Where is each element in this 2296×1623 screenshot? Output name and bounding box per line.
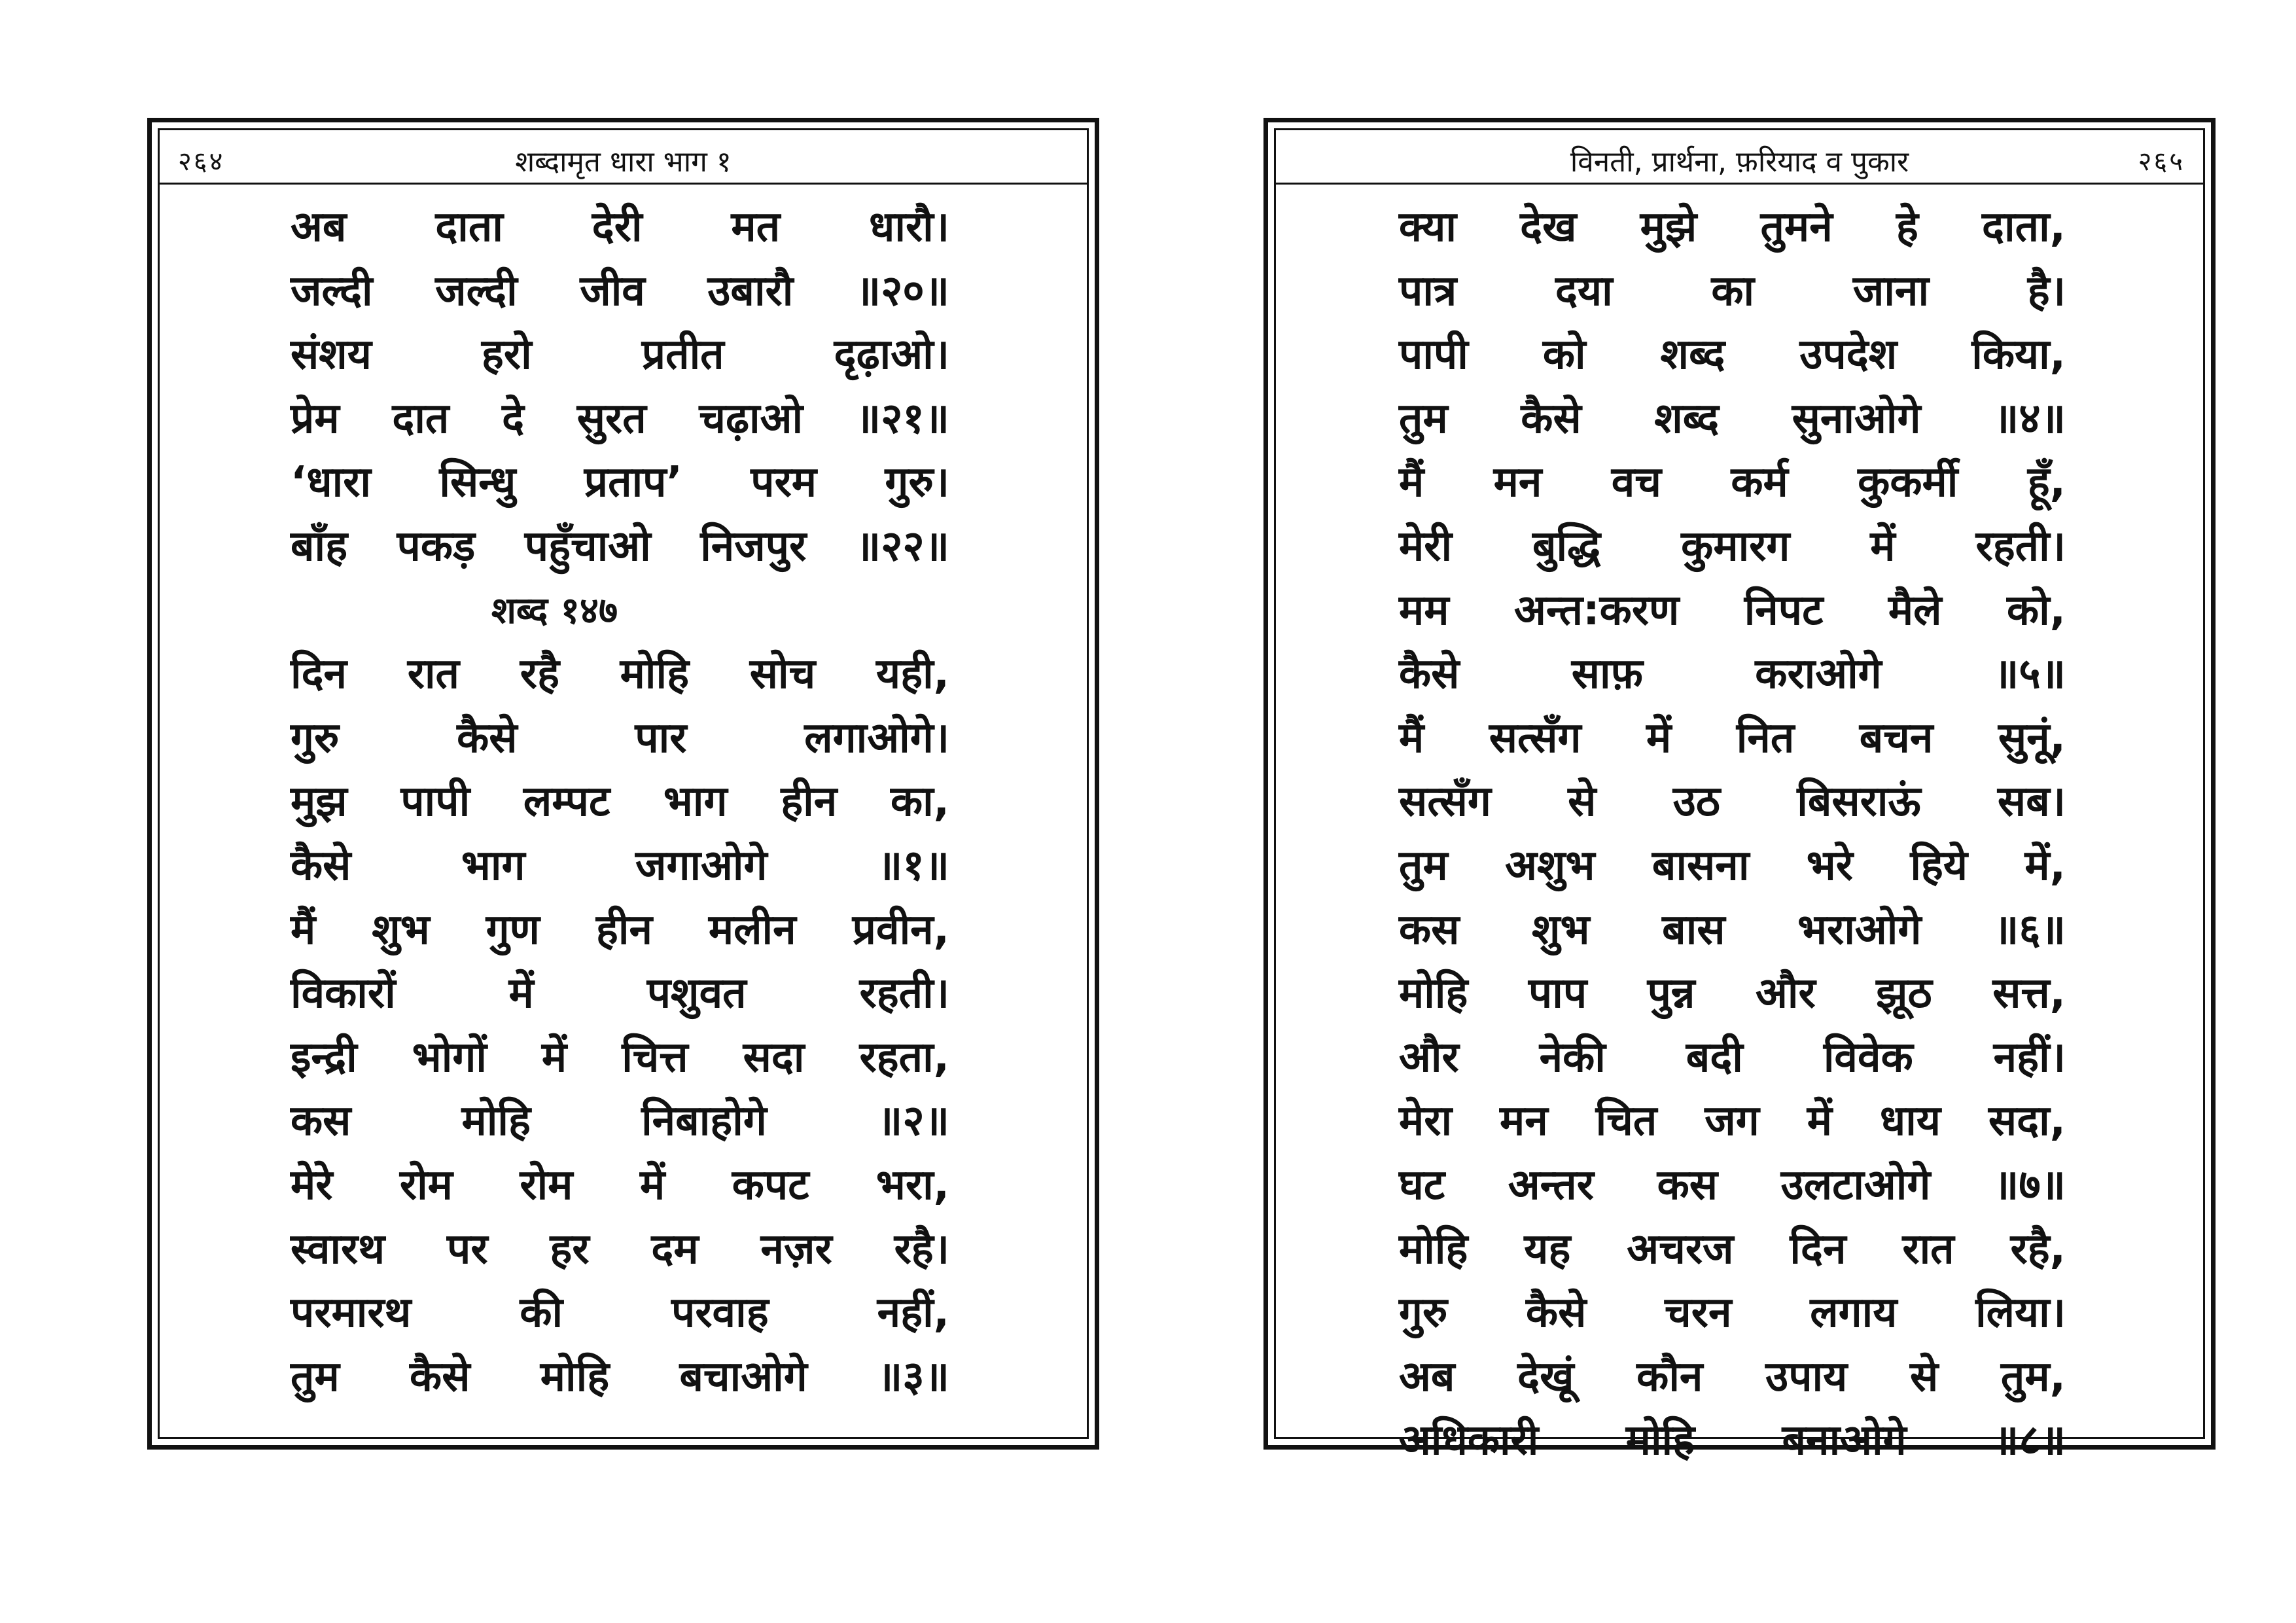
verse-line: गुरु कैसे चरन लगाय लिया।	[1399, 1289, 2066, 1338]
verse-line: मोहि यह अचरज दिन रात रहै,	[1399, 1224, 2066, 1274]
verse-line: मेरा मन चित जग में धाय सदा,	[1399, 1097, 2066, 1146]
right-page-frame	[1274, 128, 2205, 1465]
verse-line: मेरे रोम रोम में कपट भरा,	[291, 1160, 949, 1209]
page-header-title: विनती, प्रार्थना, फ़रियाद व पुकार	[1570, 145, 1909, 179]
verse-line: इन्द्री भोगों में चित्त सदा रहता,	[291, 1033, 949, 1082]
page-header-title: शब्दामृत धारा भाग १	[515, 145, 732, 179]
right-verse-block	[1399, 196, 2066, 1473]
verse-line: मैं मन वच कर्म कुकर्मी हूँ,	[1399, 458, 2066, 507]
left-page-header	[160, 130, 1087, 185]
left-page	[147, 118, 1099, 1450]
verse-line: कस मोहि निबाहोगे ॥२॥	[291, 1097, 949, 1146]
verse-line: तुम कैसे शब्द सुनाओगे ॥४॥	[1399, 394, 2066, 443]
verse-line: दिन रात रहै मोहि सोच यही,	[291, 650, 949, 699]
left-verse-block	[291, 196, 949, 1409]
right-page	[1263, 118, 2216, 1465]
verse-line: कस शुभ बास भराओगे ॥६॥	[1399, 905, 2066, 954]
verse-line: परमारथ की परवाह नहीं,	[291, 1289, 949, 1338]
verse-line: अब दाता देरी मत धारौ।	[291, 203, 949, 251]
verse-line: गुरु कैसे पार लगाओगे।	[291, 713, 949, 762]
verse-line: कैसे भाग जगाओगे ॥१॥	[291, 841, 949, 890]
verse-line: संशय हरो प्रतीत दृढ़ाओ।	[291, 330, 949, 380]
verse-line: पात्र दया का जाना है।	[1399, 266, 2066, 315]
verse-line: विकारों में पशुवत रहती।	[291, 969, 949, 1018]
verse-line: घट अन्तर कस उलटाओगे ॥७॥	[1399, 1160, 2066, 1209]
verse-line: मैं सत्सँग में नित बचन सुनूं,	[1399, 713, 2066, 762]
verse-line: तुम अशुभ बासना भरे हिये में,	[1399, 841, 2066, 890]
verse-line: अब देखूं कौन उपाय से तुम,	[1399, 1352, 2066, 1401]
verse-line: बाँह पकड़ पहुँचाओ निजपुर ॥२२॥	[291, 522, 949, 571]
verse-line: मुझ पापी लम्पट भाग हीन का,	[291, 777, 949, 827]
verse-line: कैसे साफ़ कराओगे ॥५॥	[1399, 650, 2066, 699]
verse-line: मम अन्त:करण निपट मैले को,	[1399, 586, 2066, 635]
verse-line: सत्सँग से उठ बिसराऊं सब।	[1399, 777, 2066, 827]
verse-line: क्या देख मुझे तुमने हे दाता,	[1399, 203, 2066, 251]
verse-line: पापी को शब्द उपदेश किया,	[1399, 330, 2066, 380]
verse-line: मेरी बुद्धि कुमारग में रहती।	[1399, 522, 2066, 571]
verse-line: स्वारथ पर हर दम नज़र रहै।	[291, 1224, 949, 1274]
section-heading: शब्द १४७	[491, 589, 618, 632]
verse-line: मोहि पाप पुन्न और झूठ सत्त,	[1399, 969, 2066, 1018]
verse-line: अधिकारी मोहि बनाओगे ॥८॥	[1399, 1416, 2066, 1465]
verse-line: तुम कैसे मोहि बचाओगे ॥३॥	[291, 1352, 949, 1401]
page-number: २६४	[178, 147, 225, 177]
left-page-frame	[158, 128, 1089, 1439]
page-number: २६५	[2138, 147, 2185, 177]
right-page-header	[1276, 130, 2203, 185]
verse-line: ‘धारा सिन्धु प्रताप’ परम गुरु।	[291, 458, 949, 507]
verse-line: जल्दी जल्दी जीव उबारौ ॥२०॥	[291, 266, 949, 315]
verse-line: प्रेम दात दे सुरत चढ़ाओ ॥२१॥	[291, 394, 949, 443]
verse-line: मैं शुभ गुण हीन मलीन प्रवीन,	[291, 905, 949, 954]
verse-line: और नेकी बदी विवेक नहीं।	[1399, 1033, 2066, 1082]
